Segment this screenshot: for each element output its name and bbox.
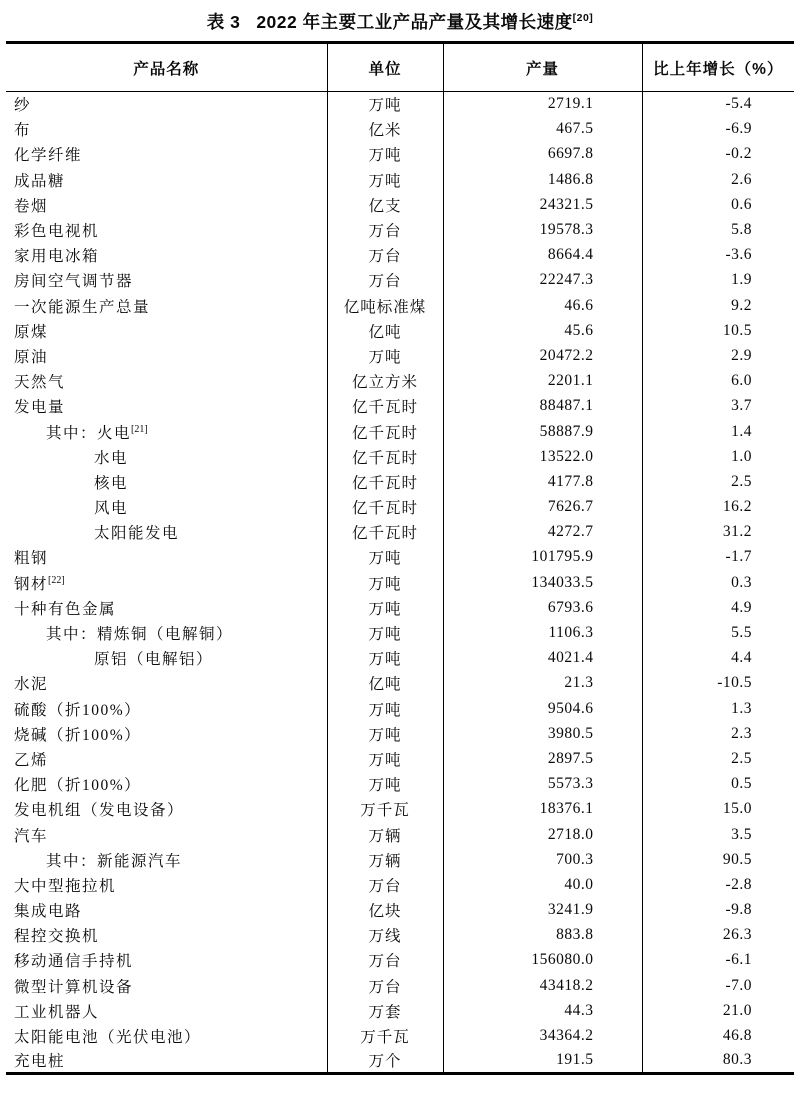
table-number-label: 表 3 <box>206 12 241 32</box>
product-name-cell: 原煤 <box>14 323 49 341</box>
table-row <box>6 394 794 419</box>
output-value-cell: 4272.7 <box>443 520 642 545</box>
output-value-cell: 21.3 <box>443 671 642 696</box>
unit-cell: 亿千瓦时 <box>327 520 443 545</box>
product-name-cell: 烧碱（折100%） <box>14 726 142 744</box>
unit-cell: 亿立方米 <box>327 369 443 394</box>
growth-value-cell: 21.0 <box>642 998 794 1023</box>
product-name-cell: 太阳能发电 <box>94 525 180 543</box>
product-name-cell: 程控交换机 <box>14 928 100 946</box>
growth-value-cell: 90.5 <box>642 847 794 872</box>
table-row <box>6 646 794 671</box>
product-name-cell: 钢材[22] <box>14 574 65 593</box>
output-value-cell: 7626.7 <box>443 495 642 520</box>
unit-cell: 万套 <box>327 998 443 1023</box>
footnote-ref: [21] <box>131 423 148 435</box>
table-row <box>6 948 794 973</box>
table-row <box>6 772 794 797</box>
unit-cell: 万吨 <box>327 570 443 595</box>
unit-cell: 亿千瓦时 <box>327 394 443 419</box>
table-row <box>6 142 794 167</box>
growth-value-cell: 9.2 <box>642 293 794 318</box>
footnote-ref: [22] <box>48 574 65 586</box>
growth-value-cell: -6.9 <box>642 117 794 142</box>
growth-value-cell: 1.9 <box>642 268 794 293</box>
unit-cell: 亿吨 <box>327 318 443 343</box>
growth-value-cell: 3.7 <box>642 394 794 419</box>
product-name-cell: 大中型拖拉机 <box>14 877 117 895</box>
product-name-cell: 一次能源生产总量 <box>14 298 151 316</box>
output-value-cell: 1106.3 <box>443 620 642 645</box>
growth-value-cell: -1.7 <box>642 545 794 570</box>
growth-value-cell: 80.3 <box>642 1049 794 1074</box>
table-row <box>6 973 794 998</box>
table-row <box>6 343 794 368</box>
unit-cell: 万吨 <box>327 696 443 721</box>
unit-cell: 万辆 <box>327 822 443 847</box>
title-footnote-ref: [20] <box>572 12 594 25</box>
unit-cell: 万台 <box>327 268 443 293</box>
table-row <box>6 696 794 721</box>
growth-value-cell: -9.8 <box>642 898 794 923</box>
table-row <box>6 671 794 696</box>
table-row <box>6 898 794 923</box>
output-value-cell: 45.6 <box>443 318 642 343</box>
output-value-cell: 58887.9 <box>443 419 642 444</box>
col-header-growth: 比上年增长（%） <box>642 43 794 92</box>
product-name-cell: 化学纤维 <box>14 147 83 165</box>
table-row <box>6 1023 794 1048</box>
product-name-cell: 天然气 <box>14 374 66 392</box>
output-value-cell: 467.5 <box>443 117 642 142</box>
table-row <box>6 217 794 242</box>
col-header-unit: 单位 <box>327 43 443 92</box>
product-name-cell: 发电机组（发电设备） <box>14 802 185 820</box>
growth-value-cell: 2.9 <box>642 343 794 368</box>
product-name-cell: 微型计算机设备 <box>14 978 134 996</box>
unit-cell: 万吨 <box>327 545 443 570</box>
table-row <box>6 117 794 142</box>
growth-value-cell: 3.5 <box>642 822 794 847</box>
product-name-cell: 乙烯 <box>14 751 49 769</box>
growth-value-cell: 2.5 <box>642 469 794 494</box>
output-value-cell: 20472.2 <box>443 343 642 368</box>
product-name-cell: 卷烟 <box>14 197 49 215</box>
growth-value-cell: -0.2 <box>642 142 794 167</box>
output-value-cell: 88487.1 <box>443 394 642 419</box>
output-value-cell: 156080.0 <box>443 948 642 973</box>
growth-value-cell: 2.6 <box>642 167 794 192</box>
product-name-cell: 粗钢 <box>14 550 49 568</box>
output-value-cell: 2718.0 <box>443 822 642 847</box>
growth-value-cell: 31.2 <box>642 520 794 545</box>
growth-value-cell: 1.3 <box>642 696 794 721</box>
output-value-cell: 3980.5 <box>443 721 642 746</box>
table-row <box>6 243 794 268</box>
col-header-product-name: 产品名称 <box>6 43 327 92</box>
table-row <box>6 469 794 494</box>
product-name-cell: 集成电路 <box>14 903 83 921</box>
output-value-cell: 8664.4 <box>443 243 642 268</box>
growth-value-cell: 4.4 <box>642 646 794 671</box>
growth-value-cell: 6.0 <box>642 369 794 394</box>
unit-cell: 亿吨标准煤 <box>327 293 443 318</box>
unit-cell: 万吨 <box>327 721 443 746</box>
output-value-cell: 19578.3 <box>443 217 642 242</box>
growth-value-cell: 2.3 <box>642 721 794 746</box>
unit-cell: 万台 <box>327 973 443 998</box>
output-value-cell: 40.0 <box>443 872 642 897</box>
output-value-cell: 4021.4 <box>443 646 642 671</box>
output-value-cell: 1486.8 <box>443 167 642 192</box>
growth-value-cell: 26.3 <box>642 923 794 948</box>
table-row <box>6 595 794 620</box>
product-name-cell: 原油 <box>14 348 49 366</box>
product-name-cell: 其中：火电[21] <box>46 423 148 442</box>
product-name-cell: 其中：新能源汽车 <box>46 852 183 870</box>
output-value-cell: 18376.1 <box>443 797 642 822</box>
output-value-cell: 13522.0 <box>443 444 642 469</box>
output-value-cell: 44.3 <box>443 998 642 1023</box>
product-name-cell: 布 <box>14 122 32 140</box>
unit-cell: 亿千瓦时 <box>327 444 443 469</box>
table-row <box>6 620 794 645</box>
unit-cell: 万台 <box>327 948 443 973</box>
growth-value-cell: -5.4 <box>642 92 794 117</box>
growth-value-cell: 5.5 <box>642 620 794 645</box>
growth-value-cell: -10.5 <box>642 671 794 696</box>
output-value-cell: 101795.9 <box>443 545 642 570</box>
unit-cell: 万线 <box>327 923 443 948</box>
product-name-cell: 发电量 <box>14 399 66 417</box>
unit-cell: 亿吨 <box>327 671 443 696</box>
table-row <box>6 746 794 771</box>
unit-cell: 万吨 <box>327 343 443 368</box>
output-value-cell: 9504.6 <box>443 696 642 721</box>
unit-cell: 亿千瓦时 <box>327 495 443 520</box>
product-name-cell: 工业机器人 <box>14 1003 100 1021</box>
product-name-cell: 其中：精炼铜（电解铜） <box>46 626 234 644</box>
table-row <box>6 545 794 570</box>
table-row <box>6 167 794 192</box>
growth-value-cell: 0.5 <box>642 772 794 797</box>
unit-cell: 万千瓦 <box>327 1023 443 1048</box>
growth-value-cell: 5.8 <box>642 217 794 242</box>
product-name-cell: 成品糖 <box>14 172 66 190</box>
product-name-cell: 汽车 <box>14 827 49 845</box>
table-row <box>6 495 794 520</box>
growth-value-cell: 0.6 <box>642 192 794 217</box>
unit-cell: 万吨 <box>327 167 443 192</box>
output-value-cell: 2719.1 <box>443 92 642 117</box>
growth-value-cell: 1.4 <box>642 419 794 444</box>
product-name-cell: 核电 <box>94 474 129 492</box>
table-row <box>6 192 794 217</box>
unit-cell: 万个 <box>327 1049 443 1074</box>
output-value-cell: 24321.5 <box>443 192 642 217</box>
growth-value-cell: 15.0 <box>642 797 794 822</box>
table-title-text: 2022 年主要工业产品产量及其增长速度 <box>256 12 573 32</box>
unit-cell: 万吨 <box>327 92 443 117</box>
growth-value-cell: 2.5 <box>642 746 794 771</box>
table-row <box>6 419 794 444</box>
table-row <box>6 444 794 469</box>
unit-cell: 万台 <box>327 872 443 897</box>
table-row <box>6 318 794 343</box>
unit-cell: 万吨 <box>327 595 443 620</box>
growth-value-cell: 1.0 <box>642 444 794 469</box>
unit-cell: 亿块 <box>327 898 443 923</box>
product-name-cell: 硫酸（折100%） <box>14 701 142 719</box>
unit-cell: 亿米 <box>327 117 443 142</box>
table-row <box>6 369 794 394</box>
output-value-cell: 34364.2 <box>443 1023 642 1048</box>
industrial-products-table <box>6 41 794 1075</box>
growth-value-cell: 16.2 <box>642 495 794 520</box>
unit-cell: 万吨 <box>327 772 443 797</box>
output-value-cell: 700.3 <box>443 847 642 872</box>
output-value-cell: 2897.5 <box>443 746 642 771</box>
unit-cell: 万吨 <box>327 646 443 671</box>
product-name-cell: 风电 <box>94 500 129 518</box>
table-row <box>6 797 794 822</box>
output-value-cell: 46.6 <box>443 293 642 318</box>
output-value-cell: 43418.2 <box>443 973 642 998</box>
product-name-cell: 太阳能电池（光伏电池） <box>14 1029 202 1047</box>
unit-cell: 万台 <box>327 243 443 268</box>
unit-cell: 亿支 <box>327 192 443 217</box>
product-name-cell: 移动通信手持机 <box>14 953 134 971</box>
growth-value-cell: -7.0 <box>642 973 794 998</box>
growth-value-cell: 0.3 <box>642 570 794 595</box>
table-row <box>6 268 794 293</box>
product-name-cell: 水泥 <box>14 676 49 694</box>
output-value-cell: 134033.5 <box>443 570 642 595</box>
table-row <box>6 570 794 595</box>
growth-value-cell: 4.9 <box>642 595 794 620</box>
col-header-output: 产量 <box>443 43 642 92</box>
output-value-cell: 6793.6 <box>443 595 642 620</box>
growth-value-cell: 46.8 <box>642 1023 794 1048</box>
product-name-cell: 化肥（折100%） <box>14 777 142 795</box>
product-name-cell: 房间空气调节器 <box>14 273 134 291</box>
unit-cell: 万千瓦 <box>327 797 443 822</box>
product-name-cell: 充电桩 <box>14 1053 66 1071</box>
product-name-cell: 原铝（电解铝） <box>94 651 214 669</box>
table-row <box>6 822 794 847</box>
output-value-cell: 883.8 <box>443 923 642 948</box>
growth-value-cell: 10.5 <box>642 318 794 343</box>
table-row <box>6 92 794 117</box>
unit-cell: 万台 <box>327 217 443 242</box>
output-value-cell: 2201.1 <box>443 369 642 394</box>
unit-cell: 亿千瓦时 <box>327 469 443 494</box>
table-row <box>6 721 794 746</box>
unit-cell: 亿千瓦时 <box>327 419 443 444</box>
output-value-cell: 3241.9 <box>443 898 642 923</box>
output-value-cell: 5573.3 <box>443 772 642 797</box>
table-title <box>0 9 800 34</box>
table-row <box>6 923 794 948</box>
product-name-cell: 水电 <box>94 449 129 467</box>
output-value-cell: 22247.3 <box>443 268 642 293</box>
table-row <box>6 998 794 1023</box>
unit-cell: 万吨 <box>327 620 443 645</box>
unit-cell: 万吨 <box>327 142 443 167</box>
growth-value-cell: -2.8 <box>642 872 794 897</box>
output-value-cell: 4177.8 <box>443 469 642 494</box>
product-name-cell: 纱 <box>14 97 32 115</box>
growth-value-cell: -6.1 <box>642 948 794 973</box>
output-value-cell: 6697.8 <box>443 142 642 167</box>
product-name-cell: 彩色电视机 <box>14 223 100 241</box>
product-name-cell: 十种有色金属 <box>14 600 117 618</box>
unit-cell: 万辆 <box>327 847 443 872</box>
table-row <box>6 1049 794 1074</box>
table-row <box>6 872 794 897</box>
table-row <box>6 293 794 318</box>
output-value-cell: 191.5 <box>443 1049 642 1074</box>
unit-cell: 万吨 <box>327 746 443 771</box>
growth-value-cell: -3.6 <box>642 243 794 268</box>
product-name-cell: 家用电冰箱 <box>14 248 100 266</box>
table-row <box>6 520 794 545</box>
table-row <box>6 847 794 872</box>
table-body <box>6 92 794 1074</box>
header-row <box>6 43 794 92</box>
